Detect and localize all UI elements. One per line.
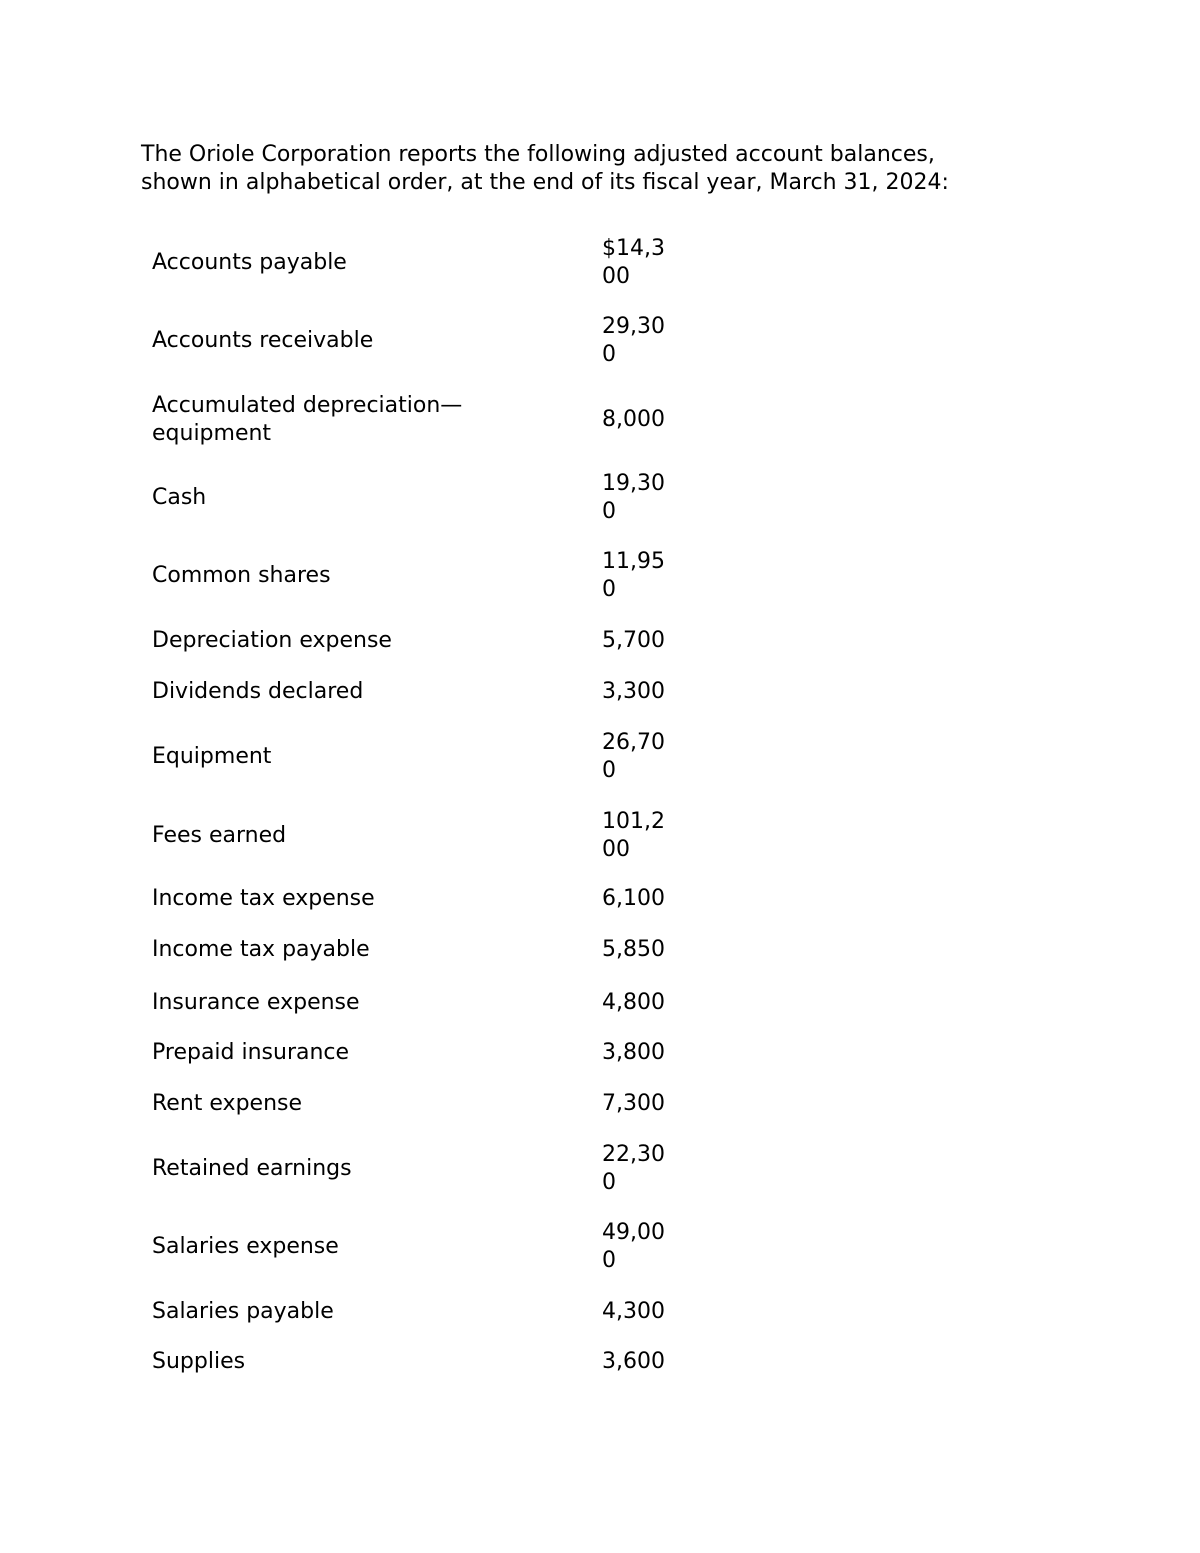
account-name-line: Salaries expense xyxy=(152,1234,339,1259)
account-amount-line: 19,30 xyxy=(602,471,665,496)
account-name xyxy=(152,678,363,706)
account-name xyxy=(152,392,462,448)
account-name xyxy=(152,885,375,913)
account-name xyxy=(152,1233,339,1261)
account-amount xyxy=(602,470,682,526)
intro-line-1: The Oriole Corporation reports the following adjusted account balances, xyxy=(141,142,935,167)
account-name-line: Depreciation expense xyxy=(152,628,392,653)
account-name-line: Fees earned xyxy=(152,823,287,848)
account-amount-line: 5,850 xyxy=(602,937,665,962)
account-amount-line: 3,600 xyxy=(602,1349,665,1374)
account-name xyxy=(152,1090,302,1118)
account-amount-line: 7,300 xyxy=(602,1091,665,1116)
account-name-line: Rent expense xyxy=(152,1091,303,1116)
account-name-line: Accounts payable xyxy=(152,250,347,275)
account-name-line: Cash xyxy=(152,485,207,510)
account-name-line: Accounts receivable xyxy=(152,328,374,353)
account-name xyxy=(152,1298,334,1326)
account-name xyxy=(152,1155,352,1183)
account-amount-line: 3,800 xyxy=(602,1040,665,1065)
account-name-line: Income tax expense xyxy=(152,886,375,911)
account-name-line: Supplies xyxy=(152,1349,246,1374)
account-amount-line: 00 xyxy=(602,837,630,862)
account-amount xyxy=(602,627,682,655)
account-amount-line: 0 xyxy=(602,577,616,602)
account-name xyxy=(152,249,347,277)
account-amount xyxy=(602,548,682,604)
account-name-line: equipment xyxy=(152,421,272,446)
account-amount-line: 4,300 xyxy=(602,1299,665,1324)
account-amount-line: $14,3 xyxy=(602,236,665,261)
account-name-line: Prepaid insurance xyxy=(152,1040,350,1065)
account-name-line: Income tax payable xyxy=(152,937,370,962)
account-amount xyxy=(602,1348,682,1376)
account-amount-line: 3,300 xyxy=(602,679,665,704)
account-amount-line: 0 xyxy=(602,342,616,367)
account-amount-line: 26,70 xyxy=(602,730,665,755)
account-amount-line: 00 xyxy=(602,264,630,289)
account-amount xyxy=(602,885,682,913)
account-amount-line: 0 xyxy=(602,758,616,783)
account-name xyxy=(152,822,286,850)
account-amount xyxy=(602,678,682,706)
account-amount-line: 49,00 xyxy=(602,1220,665,1245)
account-name xyxy=(152,484,206,512)
account-amount xyxy=(602,729,682,785)
account-amount xyxy=(602,235,682,291)
account-amount xyxy=(602,1141,682,1197)
account-name xyxy=(152,989,360,1017)
account-amount-line: 11,95 xyxy=(602,549,665,574)
account-name-line: Equipment xyxy=(152,744,272,769)
intro-line-2: shown in alphabetical order, at the end of its fiscal year, March 31, 2024: xyxy=(141,170,949,195)
account-amount-line: 22,30 xyxy=(602,1142,665,1167)
account-name-line: Dividends declared xyxy=(152,679,364,704)
account-amount-line: 101,2 xyxy=(602,809,665,834)
account-amount-line: 0 xyxy=(602,1170,616,1195)
account-name xyxy=(152,1348,245,1376)
account-name xyxy=(152,562,331,590)
account-amount xyxy=(602,936,682,964)
account-amount xyxy=(602,313,682,369)
account-amount xyxy=(602,1298,682,1326)
account-name-line: Retained earnings xyxy=(152,1156,352,1181)
account-amount xyxy=(602,406,682,434)
account-amount xyxy=(602,1219,682,1275)
account-amount-line: 0 xyxy=(602,1248,616,1273)
account-name-line: Insurance expense xyxy=(152,990,360,1015)
account-amount-line: 5,700 xyxy=(602,628,665,653)
account-name xyxy=(152,327,373,355)
account-name xyxy=(152,743,271,771)
account-amount xyxy=(602,1090,682,1118)
account-amount xyxy=(602,808,682,864)
account-amount-line: 0 xyxy=(602,499,616,524)
account-name xyxy=(152,1039,349,1067)
account-amount-line: 6,100 xyxy=(602,886,665,911)
account-name xyxy=(152,627,392,655)
account-amount xyxy=(602,989,682,1017)
account-amount xyxy=(602,1039,682,1067)
account-name-line: Common shares xyxy=(152,563,331,588)
account-amount-line: 4,800 xyxy=(602,990,665,1015)
account-amount-line: 8,000 xyxy=(602,407,665,432)
account-amount-line: 29,30 xyxy=(602,314,665,339)
account-name-line: Accumulated depreciation— xyxy=(152,393,463,418)
account-name xyxy=(152,936,370,964)
account-name-line: Salaries payable xyxy=(152,1299,334,1324)
